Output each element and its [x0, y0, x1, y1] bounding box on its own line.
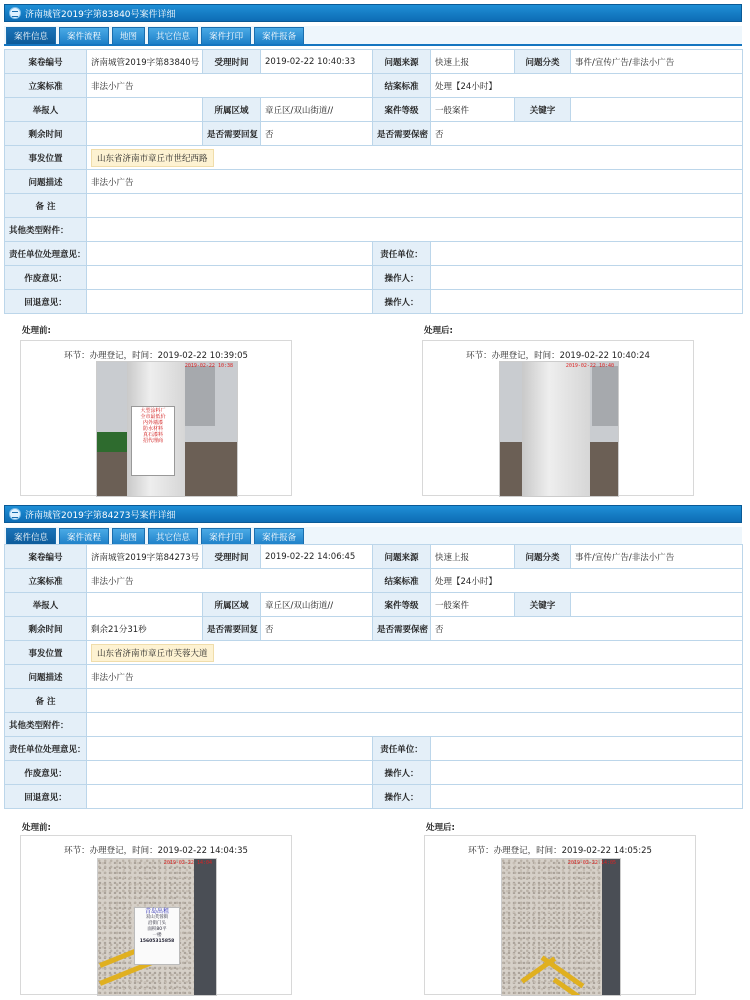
label-district: 所属区域 — [203, 593, 261, 617]
label-other-attach: 其他类型附件： — [5, 713, 87, 737]
value-need-secret: 否 — [431, 617, 743, 641]
label-need-reply: 是否需要回复 — [203, 617, 261, 641]
tab-map[interactable]: 地图 — [112, 528, 145, 545]
label-dept-opinion: 责任单位处理意见： — [5, 737, 87, 761]
value-description: 非法小广告 — [87, 170, 743, 194]
tab-case-report[interactable]: 案件报备 — [254, 27, 304, 44]
poster-line: 内外墙漆 — [142, 420, 163, 426]
value-remaining: 剩余21分31秒 — [87, 617, 203, 641]
window-title: 济南城管2019字第83840号案件详细 — [25, 9, 176, 20]
photo-timestamp: 2019-02-22 14:05 — [567, 860, 616, 866]
tab-bar — [4, 26, 742, 46]
label-before: 处理前: — [22, 823, 51, 833]
tab-case-info[interactable]: 案件信息 — [6, 528, 56, 545]
value-standard: 非法小广告 — [87, 569, 373, 593]
label-need-secret: 是否需要保密 — [373, 617, 431, 641]
before-photo-caption: 环节：办理登记，时间：2019-02-22 10:39:05 — [64, 351, 248, 361]
value-district: 章丘区/双山街道// — [261, 593, 373, 617]
label-dept: 责任单位： — [373, 737, 431, 761]
label-source: 问题来源 — [373, 545, 431, 569]
label-keyword: 关键字 — [515, 593, 571, 617]
label-before: 处理前: — [22, 326, 51, 336]
value-level: 一般案件 — [431, 98, 515, 122]
tab-case-info[interactable]: 案件信息 — [6, 27, 56, 44]
label-category: 问题分类 — [515, 50, 571, 74]
value-case-no: 济南城管2019字第84273号 — [87, 545, 203, 569]
before-photo[interactable] — [97, 858, 217, 996]
label-return-opinion: 回退意见： — [5, 785, 87, 809]
before-photo-box — [20, 835, 292, 995]
tab-map[interactable]: 地图 — [112, 27, 145, 44]
label-close-standard: 结案标准 — [373, 569, 431, 593]
after-photo-caption: 环节：办理登记，时间：2019-02-22 10:40:24 — [466, 351, 650, 361]
poster-line: 沿街门头 — [148, 921, 166, 926]
window-title: 济南城管2019字第84273号案件详细 — [25, 510, 176, 521]
value-source: 快速上报 — [431, 545, 515, 569]
value-operator-2 — [431, 290, 743, 314]
poster — [131, 406, 175, 476]
poster-line: 全市最低价 — [140, 414, 166, 420]
poster — [134, 907, 180, 965]
value-dept-opinion — [87, 737, 373, 761]
label-remark: 备 注 — [5, 689, 87, 713]
after-photo-caption: 环节：办理登记，时间：2019-02-22 14:05:25 — [468, 846, 652, 856]
value-source: 快速上报 — [431, 50, 515, 74]
value-case-no: 济南城管2019字第83840号 — [87, 50, 203, 74]
value-dept — [431, 737, 743, 761]
label-remaining: 剩余时间 — [5, 122, 87, 146]
value-keyword — [571, 98, 743, 122]
label-dept: 责任单位： — [373, 242, 431, 266]
poster-line: 大型涂料厂 — [140, 408, 166, 414]
photo-timestamp: 2019-02-22 10:38 — [184, 363, 233, 369]
value-reporter — [87, 98, 203, 122]
value-location: 山东省济南市章丘市世纪西路 — [91, 149, 214, 167]
label-description: 问题描述 — [5, 665, 87, 689]
window-titlebar — [4, 4, 742, 22]
value-close-standard: 处理【24小时】 — [431, 74, 743, 98]
label-need-reply: 是否需要回复 — [203, 122, 261, 146]
before-photo-box — [20, 340, 292, 496]
label-after: 处理后: — [426, 823, 455, 833]
label-dept-opinion: 责任单位处理意见： — [5, 242, 87, 266]
label-level: 案件等级 — [373, 593, 431, 617]
poster-line: 15605315858 — [139, 939, 175, 944]
tab-case-print[interactable]: 案件打印 — [201, 528, 251, 545]
poster-line: 招代理商 — [142, 438, 163, 444]
before-photo-caption: 环节：办理登记，时间：2019-02-22 14:04:35 — [64, 846, 248, 856]
value-standard: 非法小广告 — [87, 74, 373, 98]
label-after: 处理后: — [424, 326, 453, 336]
value-level: 一般案件 — [431, 593, 515, 617]
before-photo[interactable] — [96, 361, 238, 497]
label-void-opinion: 作废意见： — [5, 266, 87, 290]
value-void-opinion — [87, 761, 373, 785]
label-keyword: 关键字 — [515, 98, 571, 122]
value-need-reply: 否 — [261, 617, 373, 641]
after-photo[interactable] — [501, 858, 621, 996]
label-description: 问题描述 — [5, 170, 87, 194]
label-case-no: 案卷编号 — [5, 545, 87, 569]
window-titlebar — [4, 505, 742, 523]
label-standard: 立案标准 — [5, 74, 87, 98]
label-need-secret: 是否需要保密 — [373, 122, 431, 146]
value-dept-opinion — [87, 242, 373, 266]
value-void-opinion — [87, 266, 373, 290]
label-close-standard: 结案标准 — [373, 74, 431, 98]
tab-case-flow[interactable]: 案件流程 — [59, 528, 109, 545]
tab-case-print[interactable]: 案件打印 — [201, 27, 251, 44]
label-location: 事发位置 — [5, 641, 87, 665]
window-icon — [9, 508, 21, 520]
poster-line: 面积80平 — [147, 927, 167, 932]
tab-other-info[interactable]: 其它信息 — [148, 528, 198, 545]
label-void-opinion: 作废意见： — [5, 761, 87, 785]
poster-line: 青岛出租 — [144, 908, 169, 915]
value-other-attach — [87, 218, 743, 242]
value-return-opinion — [87, 785, 373, 809]
value-location: 山东省济南市章丘市芙蓉大道 — [91, 644, 214, 662]
value-accept-time: 2019-02-22 10:40:33 — [261, 50, 373, 74]
tab-case-flow[interactable]: 案件流程 — [59, 27, 109, 44]
value-remark — [87, 194, 743, 218]
label-accept-time: 受理时间 — [203, 545, 261, 569]
label-operator-1: 操作人： — [373, 266, 431, 290]
value-reporter — [87, 593, 203, 617]
value-other-attach — [87, 713, 743, 737]
label-reporter: 举报人 — [5, 98, 87, 122]
value-return-opinion — [87, 290, 373, 314]
photo-timestamp: 2019-02-22 14:04 — [163, 860, 212, 866]
label-level: 案件等级 — [373, 98, 431, 122]
label-district: 所属区域 — [203, 98, 261, 122]
value-remark — [87, 689, 743, 713]
label-operator-2: 操作人： — [373, 290, 431, 314]
value-operator-1 — [431, 266, 743, 290]
window-icon — [9, 7, 21, 19]
poster-line: 防水材料 — [142, 426, 163, 432]
tab-other-info[interactable]: 其它信息 — [148, 27, 198, 44]
label-accept-time: 受理时间 — [203, 50, 261, 74]
poster-line: 双山芙蓉街 — [145, 915, 169, 920]
poster-line: 一楼 — [152, 933, 162, 938]
label-standard: 立案标准 — [5, 569, 87, 593]
label-source: 问题来源 — [373, 50, 431, 74]
photo-timestamp: 2019-02-22 10:40 — [565, 363, 614, 369]
label-category: 问题分类 — [515, 545, 571, 569]
value-accept-time: 2019-02-22 14:06:45 — [261, 545, 373, 569]
value-operator-1 — [431, 761, 743, 785]
value-operator-2 — [431, 785, 743, 809]
value-description: 非法小广告 — [87, 665, 743, 689]
case-info-table — [4, 49, 743, 314]
value-need-reply: 否 — [261, 122, 373, 146]
poster-line: 真石漆料 — [142, 432, 163, 438]
after-photo-box — [422, 340, 694, 496]
label-case-no: 案卷编号 — [5, 50, 87, 74]
label-location: 事发位置 — [5, 146, 87, 170]
value-need-secret: 否 — [431, 122, 743, 146]
value-keyword — [571, 593, 743, 617]
value-close-standard: 处理【24小时】 — [431, 569, 743, 593]
after-photo[interactable] — [499, 361, 619, 497]
after-photo-box — [424, 835, 696, 995]
label-return-opinion: 回退意见： — [5, 290, 87, 314]
value-category: 事件/宣传广告/非法小广告 — [571, 50, 743, 74]
value-category: 事件/宣传广告/非法小广告 — [571, 545, 743, 569]
value-district: 章丘区/双山街道// — [261, 98, 373, 122]
value-dept — [431, 242, 743, 266]
label-operator-1: 操作人： — [373, 761, 431, 785]
label-other-attach: 其他类型附件： — [5, 218, 87, 242]
case-info-table — [4, 544, 743, 809]
label-remark: 备 注 — [5, 194, 87, 218]
label-reporter: 举报人 — [5, 593, 87, 617]
value-remaining — [87, 122, 203, 146]
label-operator-2: 操作人： — [373, 785, 431, 809]
label-remaining: 剩余时间 — [5, 617, 87, 641]
case-panel-2 — [0, 501, 750, 1000]
tab-case-report[interactable]: 案件报备 — [254, 528, 304, 545]
